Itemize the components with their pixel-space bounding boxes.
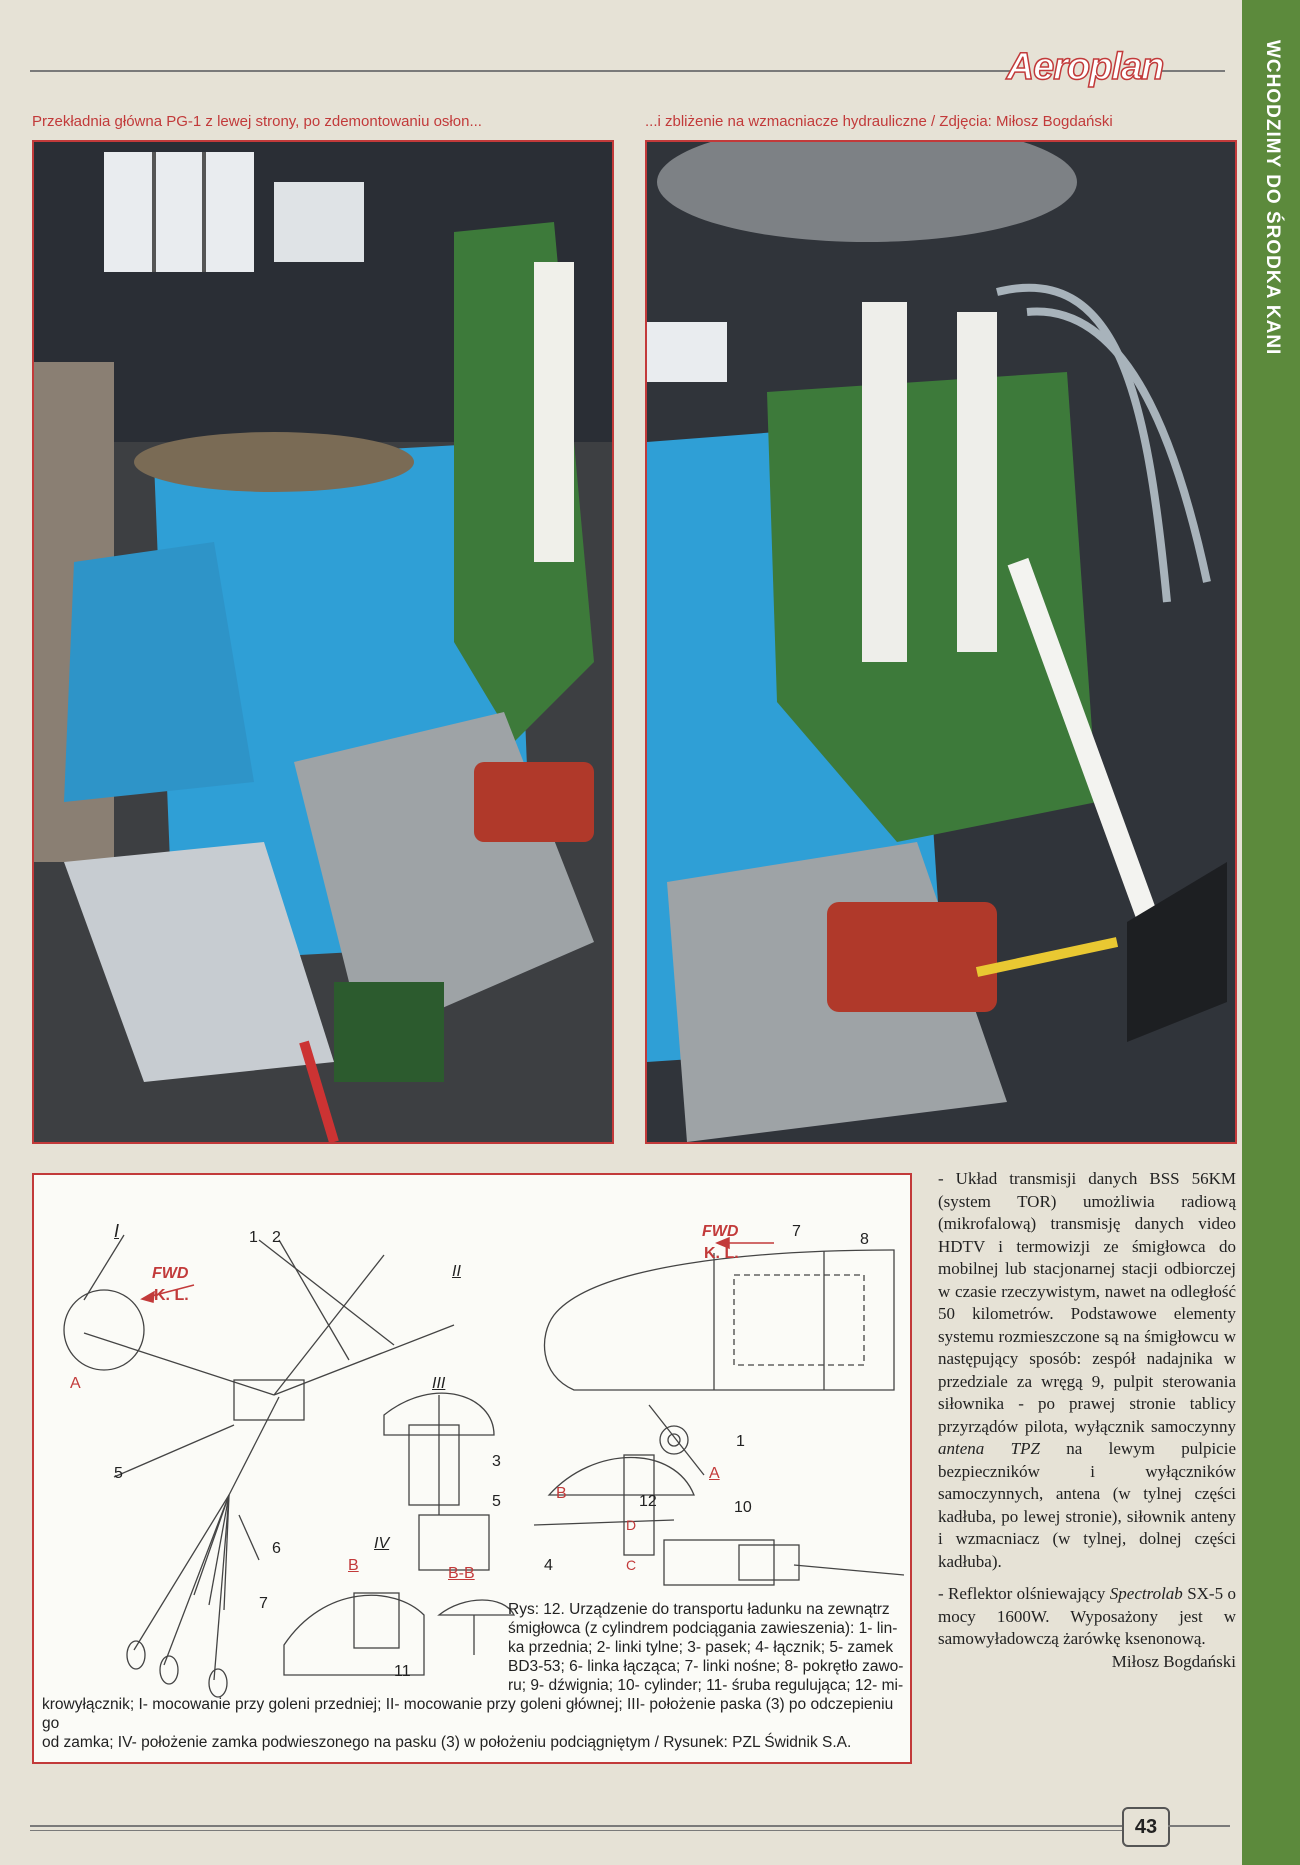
label-n3: 3 [492, 1453, 501, 1470]
label-view-III: III [432, 1375, 446, 1392]
left-photo [32, 140, 614, 1144]
label-n10: 10 [734, 1499, 752, 1516]
label-n7-right: 7 [792, 1223, 801, 1240]
paragraph-2-rest: SX-5 o mocy 1600W. Wyposażony jest w samowyładowczą żarówkę ksenonową. [938, 1584, 1236, 1648]
paragraph-2-emphasis: Spectrolab [1109, 1584, 1183, 1603]
magazine-logo [1006, 45, 1164, 88]
figure-caption-full [42, 1695, 902, 1752]
label-n6: 6 [272, 1540, 281, 1557]
figure-caption-line: BD3-53; 6- linka łącząca; 7- linki nośne; 8- pokrętło zawo- [508, 1658, 904, 1675]
label-view-I: I [114, 1221, 120, 1241]
footer-rule-right [1168, 1825, 1230, 1827]
label-A-right: A [709, 1465, 720, 1482]
figure-caption-block [508, 1600, 908, 1695]
right-photo-image [647, 142, 1235, 1142]
label-n5-right: 5 [492, 1493, 501, 1510]
label-n7-left: 7 [259, 1595, 268, 1612]
paragraph-1-text: - Układ transmisji danych BSS 56KM (system TOR) umożliwia radiową (mikrofalową) transmisję danych video HDTV i termowizji ze śmigłowca do mobilnej lub stacjonarnej stacji odbiorczej w czasie rzeczywistym, nawet na odległość 50 kilometrów. Podstawowe elementy systemu rozmieszczone są na śmigłowcu w następujący sposób: zespół nadajnika w przedziale za wręgą 9, pulpit sterowania siłownika - po prawej stronie tablicy przyrządów pilota, wyłącznik samoczynny [938, 1169, 1236, 1436]
label-A-left: A [70, 1375, 81, 1392]
figure-caption-line: od zamka; IV- położenie zamka podwieszonego na pasku (3) w położeniu podciągniętym / Rysunek: PZL Świdnik S.A. [42, 1734, 852, 1751]
article-paragraph-1 [938, 1168, 1236, 1573]
label-view-II: II [452, 1263, 461, 1280]
figure-caption-line: ka przednia; 2- linki tylne; 3- pasek; 4- łącznik; 5- zamek [508, 1639, 894, 1656]
right-photo [645, 140, 1237, 1144]
article-author: Miłosz Bogdański [1111, 1651, 1236, 1671]
label-fwd-left: FWD [152, 1265, 189, 1282]
label-n1: 1 [249, 1229, 258, 1246]
right-photo-caption: ...i zbliżenie na wzmacniacze hydrauliczne / Zdjęcia: Miłosz Bogdański [645, 113, 1113, 130]
left-photo-caption: Przekładnia główna PG-1 z lewej strony, po zdemontowaniu osłon... [32, 113, 482, 130]
logo-text: Aeroplan [1006, 45, 1164, 88]
figure-caption-line: ru; 9- dźwignia; 10- cylinder; 11- śruba regulująca; 12- mi- [508, 1677, 904, 1694]
technical-drawing [32, 1173, 912, 1764]
page-number: 43 [1122, 1807, 1170, 1847]
left-photo-image [34, 142, 612, 1142]
figure-caption-line: Rys: 12. Urządzenie do transportu ładunku na zewnątrz [508, 1601, 890, 1618]
label-C: C [626, 1557, 637, 1573]
article-column [938, 1168, 1236, 1673]
label-n4: 4 [544, 1557, 553, 1574]
footer-rule [30, 1825, 1122, 1827]
label-n11: 11 [394, 1663, 411, 1680]
label-D: D [626, 1517, 637, 1533]
label-n12: 12 [639, 1493, 657, 1510]
label-B-left: B [348, 1557, 359, 1574]
figure-caption-line: śmigłowca (z cylindrem podciągania zawieszenia): 1- lin- [508, 1620, 898, 1637]
label-kl-left: K. L. [154, 1287, 189, 1304]
article-paragraph-2 [938, 1583, 1236, 1651]
paragraph-1-rest: na lewym pulpicie bezpieczników i wyłączników samoczynnych, antena (w tylnej części kadłuba, po lewej stronie), siłownik anteny i wzmacniacz (w tylnej, dolnej części kadłuba). [938, 1439, 1236, 1571]
label-n8: 8 [860, 1231, 869, 1248]
paragraph-2-text: - Reflektor olśniewający [938, 1584, 1110, 1603]
label-n5: 5 [114, 1465, 123, 1482]
label-n2: 2 [272, 1229, 281, 1246]
label-kl-right: K. L. [704, 1245, 739, 1262]
section-title: WCHODZIMY DO ŚRODKA KANI [1262, 40, 1283, 356]
section-sidebar [1242, 0, 1300, 1865]
label-n1-right: 1 [736, 1433, 745, 1450]
label-view-IV: IV [374, 1535, 390, 1552]
footer-rule-secondary [30, 1830, 1122, 1831]
label-fwd-right: FWD [702, 1223, 739, 1240]
paragraph-1-emphasis: antena TPZ [938, 1439, 1040, 1458]
figure-caption-line: krowyłącznik; I- mocowanie przy goleni przedniej; II- mocowanie przy goleni głównej; III- położenie paska (3) po odczepieniu go [42, 1696, 894, 1732]
label-B-right: B [556, 1485, 567, 1502]
label-BB: B-B [448, 1565, 475, 1582]
